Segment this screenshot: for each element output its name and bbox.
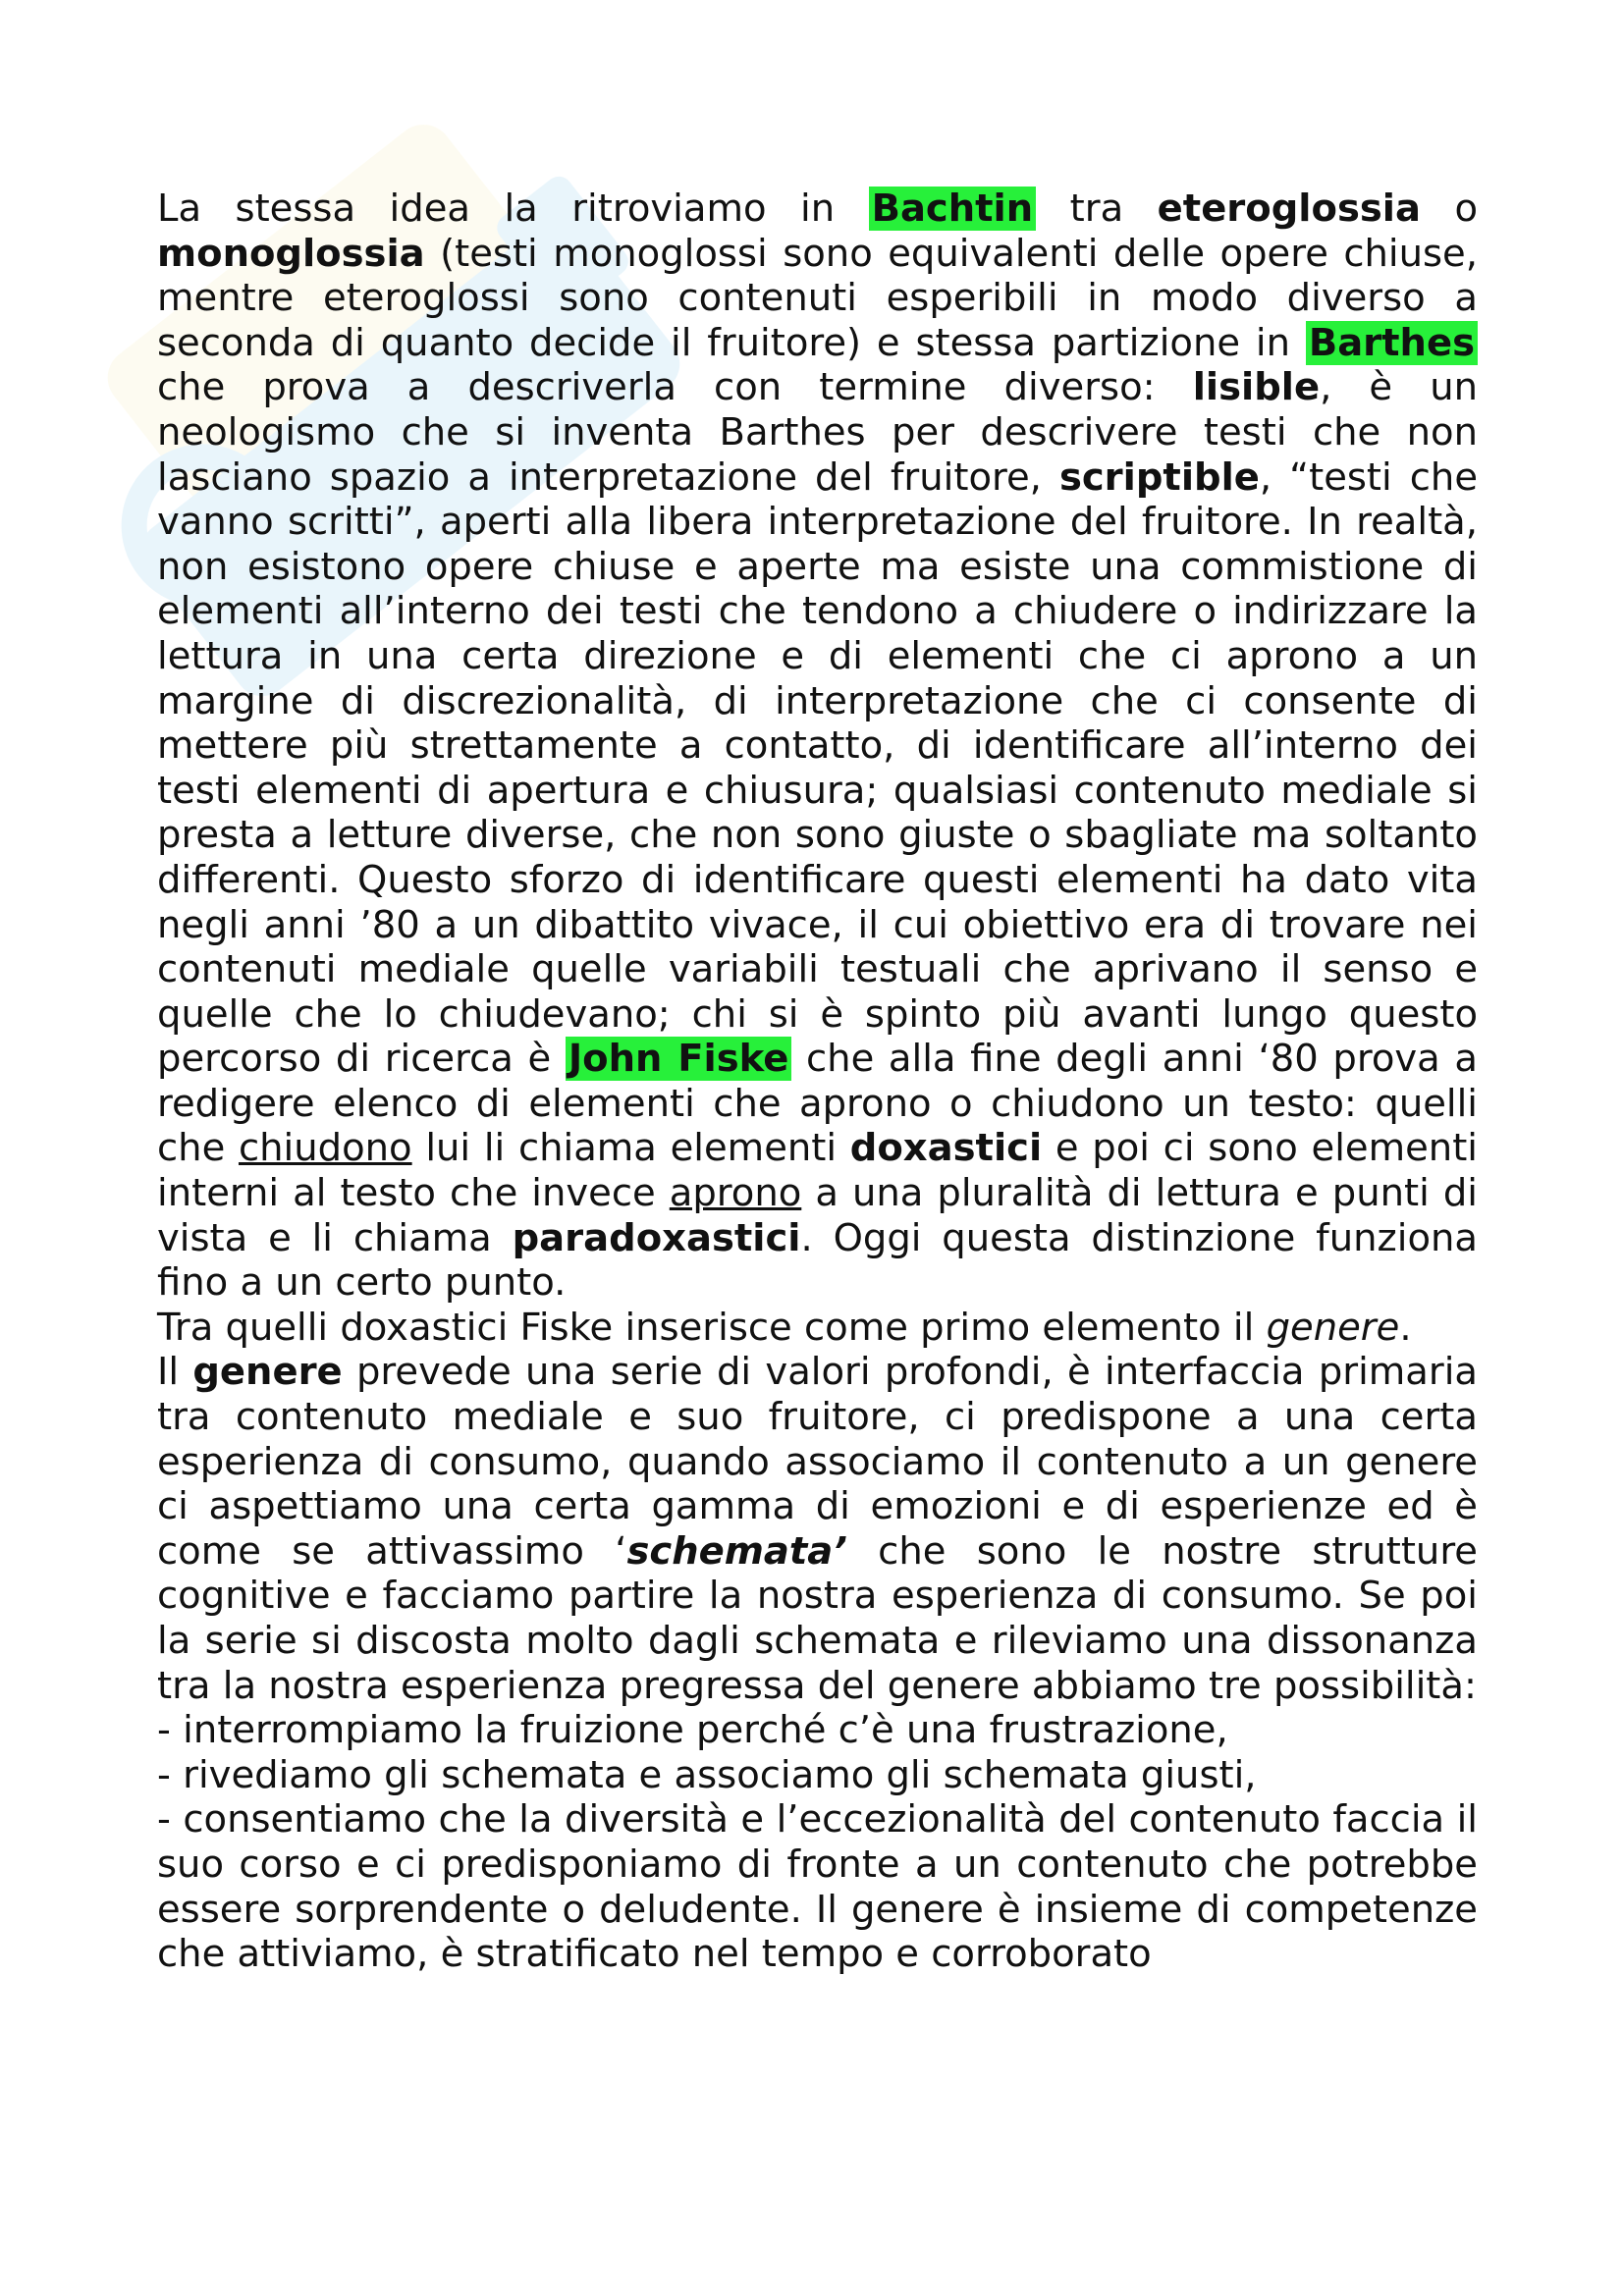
text-run: e poi ci sono elementi interni al testo che invece	[157, 1126, 1479, 1216]
text-run: che sono le nostre strutture cognitive e facciamo partire la nostra esperienza di consumo. Se poi la serie si discosta molto dagli schemata e rileviamo una dissonanza tra la nostra esperienza pregressa del genere abbiamo tre possibilità:	[157, 1528, 1478, 1708]
bold-scriptible: scriptible	[1058, 454, 1260, 500]
text-run: , “testi che vanno scritti”, aperti alla libera interpretazione del fruitore. In realtà, non esistono opere chiuse e aperte ma esiste una commistione di elementi all’interno dei testi che tendono a chiudere o indirizzare la lettura in una certa direzione e di elementi che ci aprono a un margine di discrezionalità, di interpretazione che ci consente di mettere più strettamente a contatto, di identificare all’interno dei testi elementi di apertura e chiusura; qualsiasi contenuto mediale si presta a letture diverse, che non sono giuste o sbagliate ma soltanto differenti. Questo sforzo di identificare questi elementi ha dato vita negli anni ’80 a un dibattito vivace, il cui obiettivo era di trovare nei contenuti mediale quelle variabili testuali che aprivano il senso e quelle che lo chiudevano; chi si è spinto più avanti lungo questo percorso di ricerca è	[157, 454, 1478, 1082]
highlight-barthes: Barthes	[1306, 321, 1478, 365]
text-run: .	[1399, 1305, 1412, 1350]
list-item: - interrompiamo la fruizione perché c’è una frustrazione,	[157, 1708, 1228, 1753]
text-run: Il	[157, 1350, 193, 1395]
paragraph-1	[157, 187, 1478, 1306]
text-run: lui li chiama elementi	[411, 1126, 850, 1171]
text-run: che alla fine degli anni ‘80 prova a redigere elenco di elementi che aprono o chiudono un testo: quelli che	[157, 1037, 1479, 1171]
bold-eteroglossia: eteroglossia	[1157, 187, 1421, 231]
bold-monoglossia: monoglossia	[157, 231, 425, 276]
list-item: - rivediamo gli schemata e associamo gli schemata giusti,	[157, 1752, 1257, 1797]
text-run: Tra quelli doxastici Fiske inserisce come primo elemento il	[157, 1305, 1267, 1350]
text-run: - consentiamo che la diversità e l’eccezionalità del contenuto faccia il suo corso e ci predisponiamo di fronte a un contenuto che potrebbe essere sorprendente o deludente. Il genere è insieme di competenze che attiviamo, è stratificato nel tempo e corroborato	[157, 1797, 1478, 1977]
text-run: a una pluralità di lettura e punti di vista e li chiama	[157, 1171, 1478, 1260]
text-run: , è un neologismo che si inventa Barthes per descrivere testi che non lasciano spazio a interpretazione del fruitore,	[157, 365, 1478, 500]
text-run: (testi monoglossi sono equivalenti delle opere chiuse, mentre eteroglossi sono contenuti esperibili in modo diverso a seconda di quanto decide il fruitore) e stessa partizione in	[157, 231, 1478, 365]
paragraph-4	[157, 1797, 1478, 1976]
paragraph-3	[157, 1350, 1478, 1708]
bold-genere: genere	[192, 1350, 343, 1395]
text-run: che prova a descriverla con termine diverso:	[157, 365, 1193, 410]
highlight-john-fiske: John Fiske	[566, 1037, 792, 1081]
bold-italic-schemata: schemata’	[626, 1528, 847, 1574]
text-run: . Oggi questa distinzione funziona fino a un certo punto.	[157, 1215, 1478, 1306]
underline-aprono: aprono	[669, 1171, 802, 1216]
text-run: tra	[1036, 187, 1158, 231]
italic-genere: genere	[1266, 1305, 1400, 1350]
bold-lisible: lisible	[1192, 365, 1321, 410]
underline-chiudono: chiudono	[238, 1126, 412, 1171]
bold-doxastici: doxastici	[849, 1126, 1043, 1171]
text-run: La stessa idea la ritroviamo in	[157, 187, 869, 231]
document-page	[157, 187, 1478, 1977]
paragraph-2	[157, 1306, 1478, 1351]
text-run: prevede una serie di valori profondi, è interfaccia primaria tra contenuto mediale e suo fruitore, ci predispone a una certa esperienza di consumo, quando associamo il contenuto a un genere ci aspettiamo una certa gamma di emozioni e di esperienze ed è come se attivassimo ‘	[157, 1350, 1479, 1574]
highlight-bachtin: Bachtin	[869, 187, 1037, 231]
bold-paradoxastici: paradoxastici	[512, 1215, 801, 1260]
text-run: o	[1420, 187, 1478, 231]
